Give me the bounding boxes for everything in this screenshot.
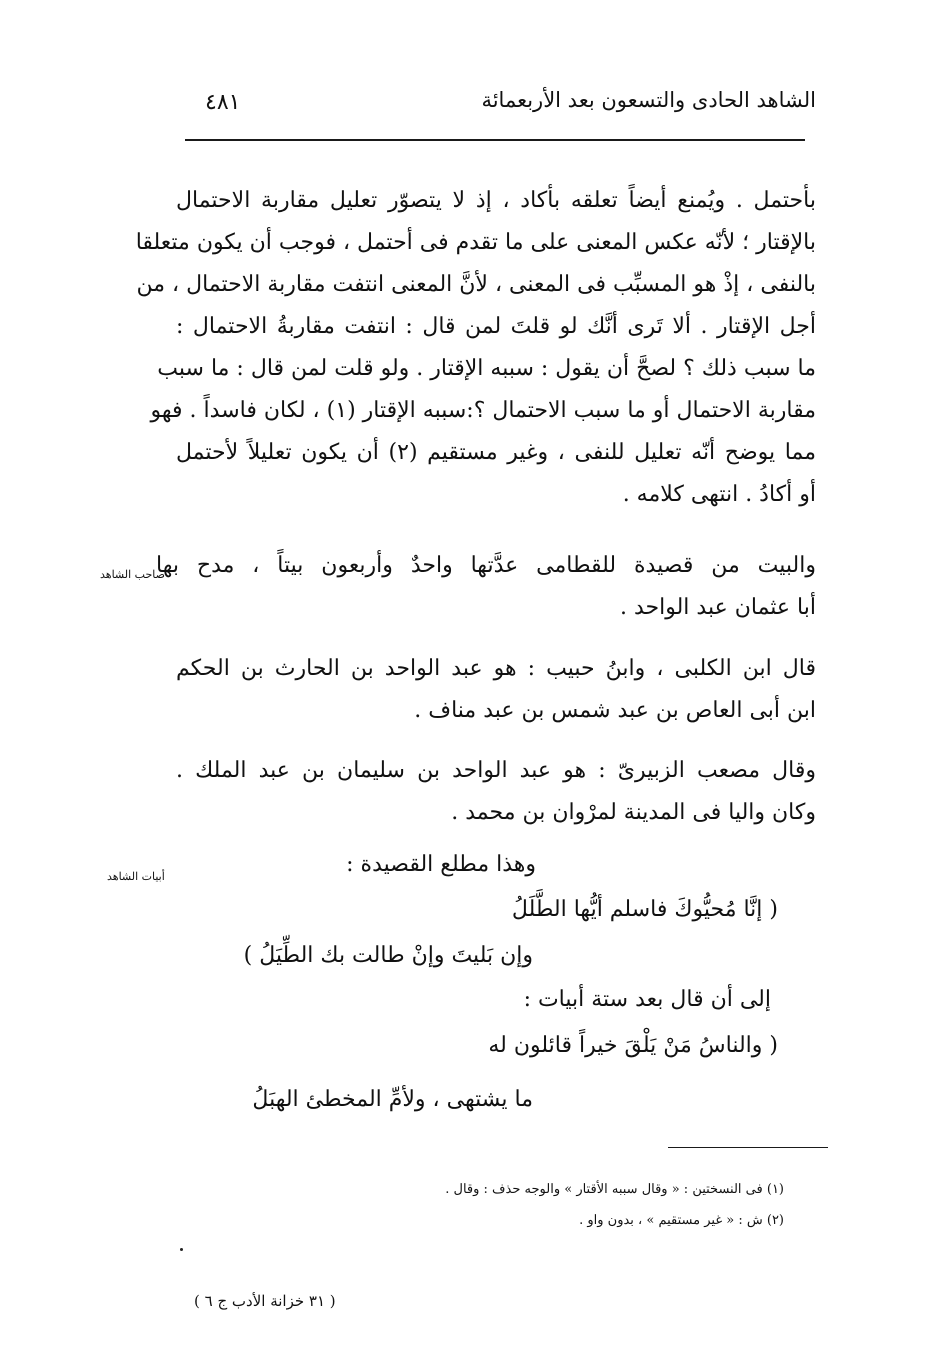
paragraph-poem-source — [156, 545, 816, 629]
text-line: قال ابن الكلبى ، وابنُ حبيب : هو عبد الواحد بن الحارث بن الحكم — [176, 656, 816, 681]
text-line: ابن أبى العاص بن عبد شمس بن عبد مناف . — [414, 698, 816, 723]
ink-speck — [180, 1248, 183, 1251]
text-line: أجل الإقتار . ألا تَرى أنَّك لو قلتَ لمن قال : انتفت مقاربةُ الاحتمال : — [176, 314, 816, 339]
footnote-2: (٢) ش : « غير مستقيم » ، بدون واو . — [579, 1213, 784, 1228]
text-line: بأحتمل . ويُمنع أيضاً تعلقه بأكاد ، إذ لا يتصوّر تعليل مقاربة الاحتمال — [176, 188, 816, 213]
header-rule — [185, 139, 805, 141]
paragraph-lineage — [176, 648, 816, 732]
text-line: ما سبب ذلك ؟ لصحَّ أن يقول : سببه الإقتار . ولو قلت لمن قال : ما سبب — [157, 356, 816, 381]
paragraph-commentary — [135, 180, 816, 516]
text-line: وكان واليا فى المدينة لمرْوان بن محمد . — [451, 800, 816, 825]
page-number: ٤٨١ — [205, 90, 241, 115]
verse1-second-hemistich: وإن بَليتَ وإنْ طالت بك الطِّيَلُ ) — [243, 943, 533, 968]
text-line: مقاربة الاحتمال أو ما سبب الاحتمال ؟:سببه الإقتار (١) ، لكان فاسداً . فهو — [150, 398, 816, 423]
verses-intro: وهذا مطلع القصيدة : — [346, 852, 536, 877]
footnote-1: (١) فى النسختين : « وقال سببه الأقتار » والوجه حذف : وقال . — [445, 1182, 784, 1197]
verses-transition: إلى أن قال بعد ستة أبيات : — [523, 987, 771, 1012]
verse1-first-hemistich: ( إنَّا مُحيُّوكَ فاسلم أيُّها الطَّلَلُ — [511, 897, 778, 922]
text-line: بالنفى ، إذْ هو المسبِّب فى المعنى ، لأنَّ المعنى انتفت مقاربة الاحتمال ، من — [136, 272, 816, 297]
margin-note-author: صاحب الشاهد — [100, 568, 165, 581]
text-line: وقال مصعب الزبيرىّ : هو عبد الواحد بن سليمان بن عبد الملك . — [176, 758, 816, 783]
text-line: مما يوضح أنّه تعليل للنفى ، وغير مستقيم (٢) أن يكون تعليلاً لأحتمل — [176, 440, 816, 465]
running-header-title: الشاهد الحادى والتسعون بعد الأربعمائة — [481, 88, 816, 112]
text-line: بالإقتار ؛ لأنّه عكس المعنى على ما تقدم فى أحتمل ، فوجب أن يكون متعلقا — [135, 230, 816, 255]
footnote-rule — [668, 1147, 828, 1148]
text-line: أو أكادُ . انتهى كلامه . — [622, 482, 816, 507]
paragraph-zubayri — [176, 750, 816, 834]
signature-mark: ( ٣١ خزانة الأدب ج ٦ ) — [194, 1292, 336, 1310]
verse2-second-hemistich: ما يشتهى ، ولأمِّ المخطئ الهبَلُ — [252, 1087, 533, 1112]
margin-note-verses: أبيات الشاهد — [107, 870, 165, 883]
text-line: أبا عثمان عبد الواحد . — [619, 595, 816, 620]
verse2-first-hemistich: ( والناسُ مَنْ يَلْقَ خيراً قائلون له — [488, 1033, 778, 1058]
text-line: والبيت من قصيدة للقطامى عدَّتها واحدٌ وأربعون بيتاً ، مدح بها — [156, 553, 816, 578]
